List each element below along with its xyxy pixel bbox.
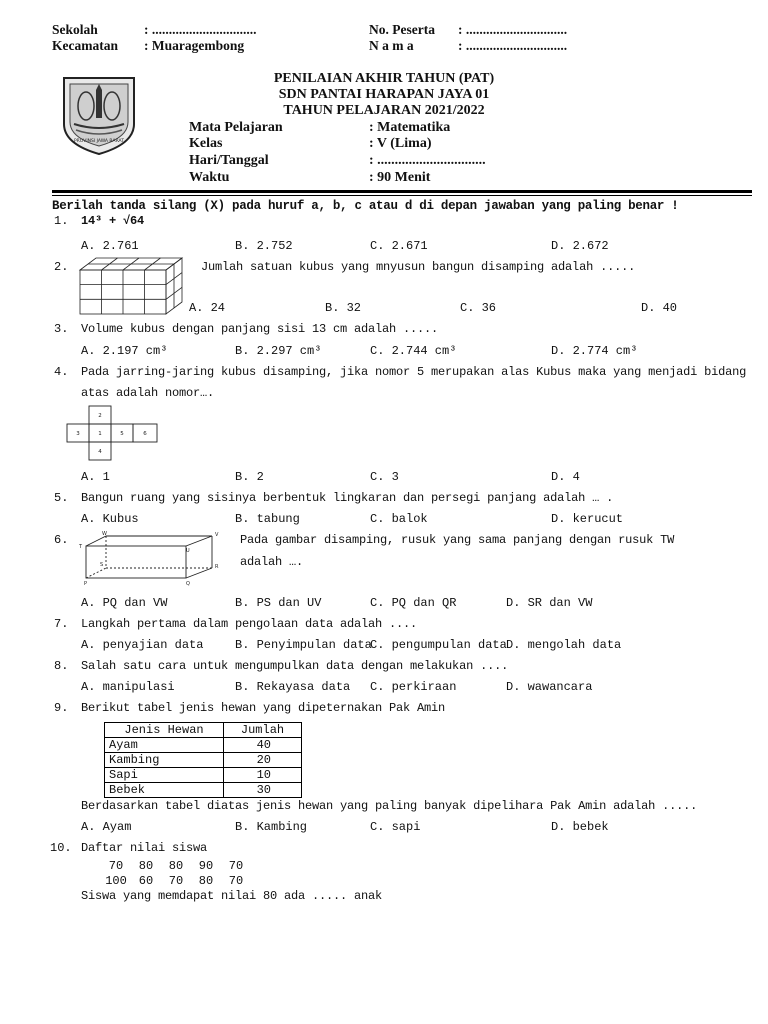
q9-option-b[interactable]: B. Kambing bbox=[235, 820, 308, 834]
table-cell: 20 bbox=[224, 753, 302, 768]
q7-text: Langkah pertama dalam pengolaan data adalah .... bbox=[81, 617, 418, 631]
q4-option-d[interactable]: D. 4 bbox=[551, 470, 580, 484]
net-label-5: 5 bbox=[120, 431, 124, 437]
sekolah-label: Sekolah bbox=[52, 22, 98, 37]
q4-cube-net-figure bbox=[64, 405, 162, 463]
table-header-row bbox=[105, 723, 302, 738]
score-value: 100 bbox=[105, 874, 127, 888]
school-name: SDN PANTAI HARAPAN JAYA 01 bbox=[278, 87, 490, 102]
cuboid-label-v: V bbox=[215, 532, 219, 538]
info-label-time: Waktu bbox=[189, 170, 230, 185]
peserta-label: No. Peserta bbox=[369, 22, 435, 37]
q10-after-text: Siswa yang memdapat nilai 80 ada ..... anak bbox=[81, 889, 383, 903]
q8-option-d[interactable]: D. wawancara bbox=[506, 680, 593, 694]
net-label-6: 6 bbox=[143, 431, 147, 437]
table-row bbox=[105, 753, 302, 768]
table-cell: Bebek bbox=[105, 783, 224, 798]
cuboid-label-q: Q bbox=[186, 581, 190, 586]
q10-text: Daftar nilai siswa bbox=[81, 841, 208, 855]
q3-option-d[interactable]: D. 2.774 cm³ bbox=[551, 344, 638, 358]
score-value: 70 bbox=[168, 874, 184, 888]
q3-text: Volume kubus dengan panjang sisi 13 cm adalah ..... bbox=[81, 322, 439, 336]
q8-option-c[interactable]: C. perkiraan bbox=[370, 680, 457, 694]
score-value: 70 bbox=[108, 859, 124, 873]
cuboid-label-r: R bbox=[215, 564, 219, 570]
q7-option-b[interactable]: B. Penyimpulan data bbox=[235, 638, 372, 652]
net-label-4: 4 bbox=[98, 449, 102, 455]
nama-value: : .............................. bbox=[458, 38, 568, 53]
q1-option-b[interactable]: B. 2.752 bbox=[235, 239, 293, 253]
q5-option-a[interactable]: A. Kubus bbox=[81, 512, 139, 526]
q8-text: Salah satu cara untuk mengumpulkan data dengan melakukan .... bbox=[81, 659, 509, 673]
instruction: Berilah tanda silang (X) pada huruf a, b, c atau d di depan jawaban yang paling benar ! bbox=[52, 199, 679, 213]
q7-number: 7. bbox=[54, 617, 69, 631]
table-cell: 10 bbox=[224, 768, 302, 783]
q10-number: 10. bbox=[50, 841, 72, 855]
q4-option-b[interactable]: B. 2 bbox=[235, 470, 264, 484]
info-label-subject: Mata Pelajaran bbox=[189, 120, 283, 135]
q5-option-d[interactable]: D. kerucut bbox=[551, 512, 624, 526]
q2-option-c[interactable]: C. 36 bbox=[460, 301, 497, 315]
q8-number: 8. bbox=[54, 659, 69, 673]
q7-option-c[interactable]: C. pengumpulan data bbox=[370, 638, 507, 652]
q3-option-c[interactable]: C. 2.744 cm³ bbox=[370, 344, 457, 358]
q3-option-a[interactable]: A. 2.197 cm³ bbox=[81, 344, 168, 358]
kecamatan-value: : Muaragembong bbox=[144, 38, 245, 53]
header-rule-thin bbox=[52, 195, 752, 196]
sekolah-value: : ............................... bbox=[144, 22, 257, 37]
q9-option-c[interactable]: C. sapi bbox=[370, 820, 421, 834]
q6-option-c[interactable]: C. PQ dan QR bbox=[370, 596, 457, 610]
q5-text: Bangun ruang yang sisinya berbentuk lingkaran dan persegi panjang adalah … . bbox=[81, 491, 614, 505]
q4-text-line1: Pada jarring-jaring kubus disamping, jika nomor 5 merupakan alas Kubus maka yang menjadi bidang bbox=[81, 365, 747, 379]
table-cell: Ayam bbox=[105, 738, 224, 753]
q5-option-c[interactable]: C. balok bbox=[370, 512, 428, 526]
q9-after-text: Berdasarkan tabel diatas jenis hewan yang paling banyak dipelihara Pak Amin adalah ..... bbox=[81, 799, 698, 813]
q3-option-b[interactable]: B. 2.297 cm³ bbox=[235, 344, 322, 358]
score-value: 80 bbox=[198, 874, 214, 888]
table-cell: 30 bbox=[224, 783, 302, 798]
net-label-3: 3 bbox=[76, 431, 80, 437]
q9-data-table bbox=[104, 722, 302, 798]
table-row bbox=[105, 768, 302, 783]
nama-label: N a m a bbox=[369, 38, 414, 53]
q1-number: 1. bbox=[54, 214, 69, 228]
q8-option-b[interactable]: B. Rekayasa data bbox=[235, 680, 351, 694]
table-cell: Kambing bbox=[105, 753, 224, 768]
q6-option-a[interactable]: A. PQ dan VW bbox=[81, 596, 168, 610]
q1-option-c[interactable]: C. 2.671 bbox=[370, 239, 428, 253]
q3-number: 3. bbox=[54, 322, 69, 336]
q2-option-d[interactable]: D. 40 bbox=[641, 301, 678, 315]
q9-option-a[interactable]: A. Ayam bbox=[81, 820, 132, 834]
q6-text-line2: adalah …. bbox=[240, 555, 304, 569]
info-value-subject: : Matematika bbox=[369, 120, 451, 135]
academic-year: TAHUN PELAJARAN 2021/2022 bbox=[283, 103, 485, 118]
q6-text-line1: Pada gambar disamping, rusuk yang sama panjang dengan rusuk TW bbox=[240, 533, 675, 547]
q6-number: 6. bbox=[54, 533, 69, 547]
info-value-class: : V (Lima) bbox=[369, 136, 432, 151]
q9-text: Berikut tabel jenis hewan yang dipeternakan Pak Amin bbox=[81, 701, 446, 715]
info-value-date: : ............................... bbox=[369, 153, 486, 168]
q1-option-d[interactable]: D. 2.672 bbox=[551, 239, 609, 253]
score-value: 80 bbox=[168, 859, 184, 873]
q10-score-row-1 bbox=[101, 859, 251, 873]
q5-option-b[interactable]: B. tabung bbox=[235, 512, 300, 526]
net-label-2: 2 bbox=[98, 413, 102, 419]
q8-option-a[interactable]: A. manipulasi bbox=[81, 680, 175, 694]
table-cell: 40 bbox=[224, 738, 302, 753]
score-value: 90 bbox=[198, 859, 214, 873]
q4-option-a[interactable]: A. 1 bbox=[81, 470, 110, 484]
q9-option-d[interactable]: D. bebek bbox=[551, 820, 609, 834]
cuboid-label-s: S bbox=[100, 562, 104, 568]
score-value: 60 bbox=[138, 874, 154, 888]
table-row bbox=[105, 783, 302, 798]
logo-caption: PROVINSI JAWA BARAT bbox=[73, 139, 125, 144]
table-header-cell: Jenis Hewan bbox=[105, 723, 224, 738]
info-value-time: : 90 Menit bbox=[369, 170, 431, 185]
q2-option-b[interactable]: B. 32 bbox=[325, 301, 362, 315]
cuboid-label-t: T bbox=[79, 544, 83, 550]
peserta-value: : .............................. bbox=[458, 22, 568, 37]
q6-option-b[interactable]: B. PS dan UV bbox=[235, 596, 322, 610]
q1-text: 14³ + √64 bbox=[81, 214, 145, 228]
table-header-cell: Jumlah bbox=[224, 723, 302, 738]
q2-cube-block-figure bbox=[78, 256, 184, 316]
cuboid-label-u: U bbox=[186, 548, 190, 554]
q7-option-a[interactable]: A. penyajian data bbox=[81, 638, 204, 652]
q2-text: Jumlah satuan kubus yang mnyusun bangun disamping adalah ..... bbox=[201, 260, 636, 274]
kecamatan-label: Kecamatan bbox=[52, 38, 118, 53]
cuboid-label-w: W bbox=[102, 531, 107, 537]
q6-option-d[interactable]: D. SR dan VW bbox=[506, 596, 593, 610]
cuboid-label-p: P bbox=[84, 581, 88, 586]
table-cell: Sapi bbox=[105, 768, 224, 783]
q10-score-row-2 bbox=[101, 874, 251, 888]
table-row bbox=[105, 738, 302, 753]
score-value: 70 bbox=[228, 874, 244, 888]
net-label-1: 1 bbox=[98, 431, 102, 437]
q7-option-d[interactable]: D. mengolah data bbox=[506, 638, 622, 652]
q4-text-line2: atas adalah nomor…. bbox=[81, 386, 215, 400]
q9-number: 9. bbox=[54, 701, 69, 715]
header-rule-thick bbox=[52, 190, 752, 193]
q4-option-c[interactable]: C. 3 bbox=[370, 470, 399, 484]
q2-option-a[interactable]: A. 24 bbox=[189, 301, 226, 315]
score-value: 80 bbox=[138, 859, 154, 873]
exam-title: PENILAIAN AKHIR TAHUN (PAT) bbox=[273, 71, 495, 86]
q5-number: 5. bbox=[54, 491, 69, 505]
q1-option-a[interactable]: A. 2.761 bbox=[81, 239, 139, 253]
info-label-class: Kelas bbox=[189, 136, 223, 151]
q4-number: 4. bbox=[54, 365, 69, 379]
q2-number: 2. bbox=[54, 260, 69, 274]
score-value: 70 bbox=[228, 859, 244, 873]
q6-cuboid-figure bbox=[76, 530, 226, 586]
info-label-date: Hari/Tanggal bbox=[189, 153, 269, 168]
